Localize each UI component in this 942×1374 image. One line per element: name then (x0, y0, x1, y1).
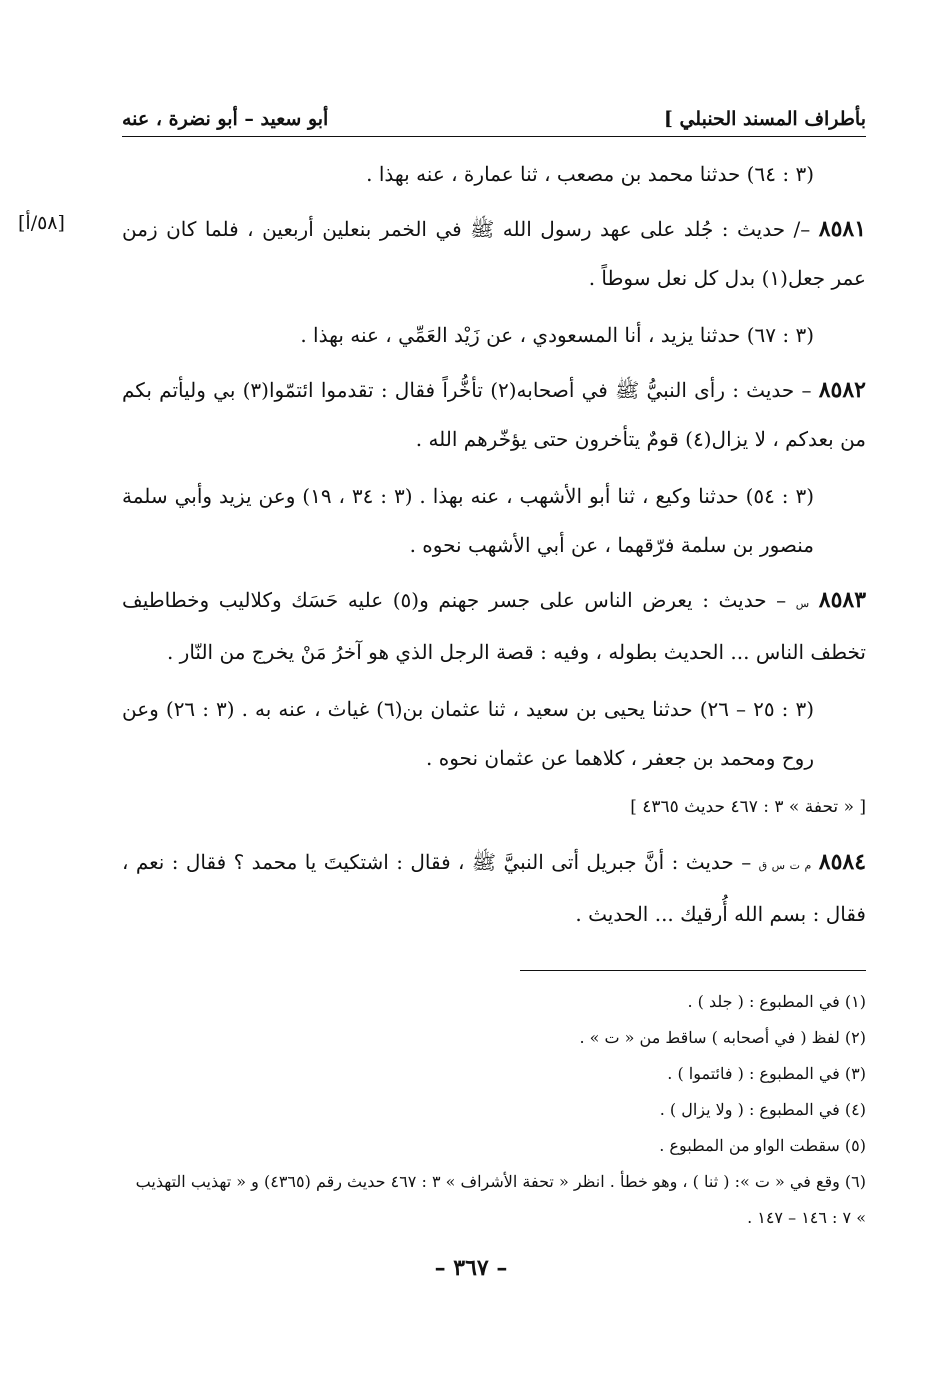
isnad-reference: (٣ : ٢٥ – ٢٦) حدثنا يحيى بن سعيد ، ثنا عثمان بن(٦) غياث ، عنه به . (٣ : ٢٦) وعن روح ومحمد بن جعفر ، كلاهما عن عثمان نحوه . (122, 697, 815, 770)
running-header (122, 100, 866, 137)
hadith-entry (122, 366, 866, 464)
isnad-reference: (٣ : ٥٤) حدثنا وكيع ، ثنا أبو الأشهب ، عنه بهذا . (٣ : ٣٤ ، ١٩) وعن يزيد وأبي سلمة منصور بن سلمة فرّقهما ، عن أبي الأشهب نحوه . (122, 484, 815, 557)
footnote: (٤) في المطبوع : ( ولا يزال ) . (659, 1100, 866, 1119)
header-section-title: أبو سعيد – أبو نضرة ، عنه (122, 108, 329, 130)
hadith-text: – حديث : رأى النبيُّ ﷺ في أصحابه(٢) تأخُّراً فقال : تقدموا ائتمّوا(٣) بي وليأتم بكم من بعدكم ، لا يزال(٤) قومٌ يتأخرون حتى يؤخّرهم الله . (122, 378, 866, 451)
page-number: – ٣٦٧ – (434, 1255, 508, 1281)
hadith-number: ٨٥٨٣ (818, 587, 867, 613)
hadith-entry (122, 576, 866, 677)
footnote: (٦) وقع في « ت »: ( ثنا ) ، وهو خطأ . انظر « تحفة الأشراف » ٣ : ٤٦٧ حديث رقم (٤٣٦٥) و « تهذيب التهذيب » ٧ : ١٤٦ – ١٤٧ . (135, 1172, 866, 1227)
footnote: (٥) سقطت الواو من المطبوع . (659, 1136, 866, 1155)
tuhfa-reference: [ « تحفة » ٣ : ٤٦٧ حديث ٤٣٦٥ ] (630, 797, 866, 817)
footnote: (١) في المطبوع : ( جلد ) . (687, 992, 866, 1011)
hadith-text: – حديث : أنَّ جبريل أتى النبيَّ ﷺ ، فقال : اشتكيتَ يا محمد ؟ فقال : نعم ، فقال : بسم الله أُرقيك ... الحديث . (122, 850, 866, 926)
hadith-entry (122, 838, 866, 939)
footnote: (٢) لفظ ( في أصحابه ) ساقط من « ت » . (579, 1028, 866, 1047)
footnote: (٣) في المطبوع : ( فائتموا ) . (667, 1064, 866, 1083)
manuscript-folio-marker: [٥٨/أ] (18, 212, 65, 234)
hadith-number: ٨٥٨٢ (818, 377, 866, 403)
footnote-divider (520, 970, 866, 971)
isnad-reference: (٣ : ٦٤) حدثنا محمد بن مصعب ، ثنا عمارة ، عنه بهذا . (366, 162, 814, 186)
hadith-entry (122, 205, 866, 303)
hadith-number: ٨٥٨٤ (818, 849, 867, 875)
footnotes (122, 984, 866, 1236)
hadith-text: –/ حديث : جُلد على عهد رسول الله ﷺ في الخمر بنعلين أربعين ، فلما كان زمن عمر جعل(١) بدل كل نعل سوطاً . (122, 217, 866, 290)
hadith-text: – حديث : يعرض الناس على جسر جهنم و(٥) عليه حَسَك وكلاليب وخطاطيف تخطف الناس ... الحديث بطوله ، وفيه : قصة الرجل الذي هو آخرُ مَنْ يخرج من النّار . (122, 588, 866, 664)
source-sigla: س (795, 597, 810, 610)
hadith-number: ٨٥٨١ (818, 216, 867, 242)
header-book-title: بأطراف المسند الحنبلي ] (663, 108, 866, 130)
main-text (122, 150, 866, 947)
source-sigla: م ت س ق (758, 859, 812, 872)
isnad-reference: (٣ : ٦٧) حدثنا يزيد ، أنا المسعودي ، عن زَيْد العَمِّي ، عنه بهذا . (300, 323, 814, 347)
